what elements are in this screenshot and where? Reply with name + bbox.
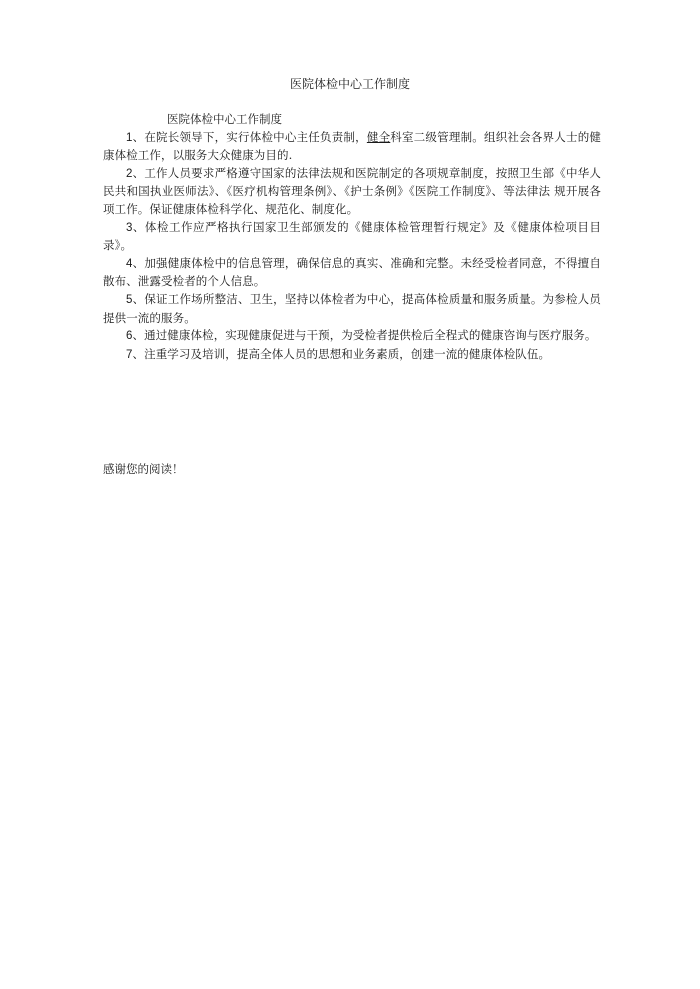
paragraph-number: 5 (126, 293, 133, 306)
paragraph-number: 3 (126, 221, 133, 234)
paragraph-text: 、加强健康体检中的信息管理，确保信息的真实、准确和完整。未经受检者同意，不得擅自散布、泄露受检者的个人信息。 (103, 255, 601, 289)
paragraph-text: 、通过健康体检，实现健康促进与干预，为受检者提供检后全程式的健康咨询与医疗服务。 (132, 328, 597, 343)
paragraph-4 (103, 255, 601, 291)
paragraph-7 (103, 346, 601, 365)
paragraph-number: 2 (126, 167, 133, 180)
paragraph-number: 6 (126, 330, 133, 343)
document-title: 医院体检中心工作制度 (289, 77, 410, 91)
document-subtitle: 医院体检中心工作制度 (167, 112, 282, 126)
paragraph-number: 4 (126, 257, 133, 270)
paragraph-number: 7 (126, 348, 133, 361)
paragraph-2 (103, 165, 601, 219)
paragraph-text: 、在院长领导下，实行体检中心主任负责制， (132, 129, 367, 144)
closing-note: 感谢您的阅读！ (103, 462, 184, 476)
underlined-text: 健全 (366, 129, 391, 144)
paragraph-text: 、工作人员要求严格遵守国家的法律法规和医院制定的各项规章制度，按照卫生部《中华人民共和国执业医师法》、《医疗机构管理条例》、《护士条例》《医院工作制度》、等法律法 规开展各项工作。保证健康体检科学化、规范化、制度化。 (103, 165, 601, 216)
paragraph-text: 科室二级管理制。组织社会各界人士的健康体检工作，以服务大众健康为目的. (103, 129, 602, 163)
paragraph-6 (103, 327, 601, 346)
paragraph-1 (103, 129, 601, 165)
paragraph-text: 、注重学习及培训，提高全体人员的思想和业务素质，创建一流的健康体检队伍。 (132, 346, 551, 361)
paragraph-5 (103, 291, 601, 327)
paragraph-text: 、体检工作应严格执行国家卫生部颁发的《健康体检管理暂行规定》及《健康体检项目目录》。 (103, 219, 601, 253)
document-body (103, 111, 601, 364)
paragraph-3 (103, 219, 601, 255)
paragraph-number: 1 (126, 131, 133, 144)
paragraph-text: 、保证工作场所整洁、卫生，坚持以体检者为中心，提高体检质量和服务质量。为参检人员提供一流的服务。 (103, 291, 601, 325)
